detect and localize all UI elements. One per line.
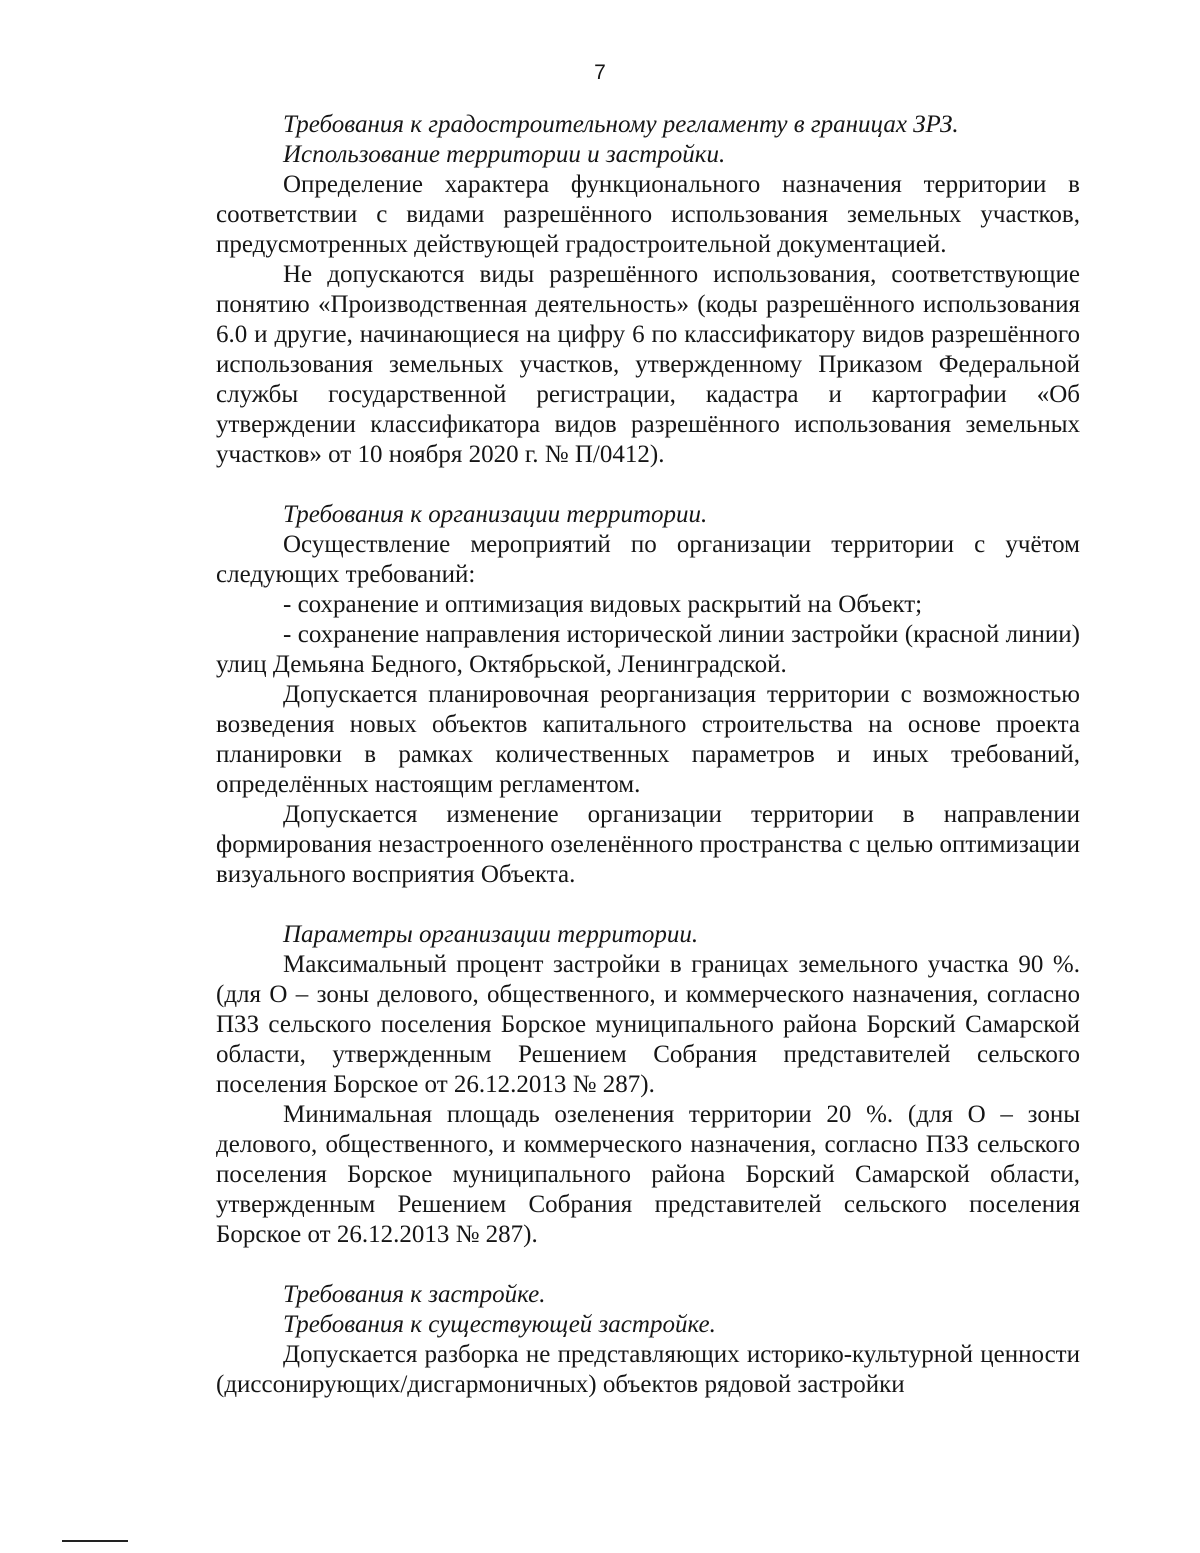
section-heading-land-use: Использование территории и застройки. [283, 141, 726, 168]
paragraph-function-definition: Определение характера функционального назначения территории в соответствии с видами разрешённого использования земельных участков, предусмотренных действующей градостроительной документацией. [216, 171, 1080, 258]
section-heading-territory-parameters: Параметры организации территории. [283, 921, 699, 948]
list-item-red-line-preservation: - сохранение направления исторической линии застройки (красной линии) улиц Демьяна Бедного, Октябрьской, Ленинградской. [216, 621, 1080, 678]
paragraph-demolition-allowed: Допускается разборка не представляющих историко-культурной ценности (диссонирующих/дисгармоничных) объектов рядовой застройки [216, 1341, 1080, 1398]
section-heading-territory-organization: Требования к организации территории. [283, 501, 708, 528]
paragraph-min-greening-area: Минимальная площадь озеленения территории 20 %. (для О – зоны делового, общественного, и коммерческого назначения, согласно ПЗЗ сельского поселения Борское муниципального района Борский Самарской области, утвержденным Решением Собрания представителей сельского поселения Борское от 26.12.2013 № 287). [216, 1101, 1080, 1248]
section-heading-regulation: Требования к градостроительному регламенту в границах ЗРЗ. [283, 111, 959, 138]
paragraph-organization-measures: Осуществление мероприятий по организации территории с учётом следующих требований: [216, 531, 1080, 588]
paragraph-max-building-percent: Максимальный процент застройки в границах земельного участка 90 %. (для О – зоны делового, общественного, и коммерческого назначения, согласно ПЗЗ сельского поселения Борское муниципального района Борский Самарской области, утвержденным Решением Собрания представителей сельского поселения Борское от 26.12.2013 № 287). [216, 951, 1080, 1098]
footer-divider [62, 1540, 128, 1542]
document-body [216, 110, 1080, 1400]
paragraph-planning-reorganization: Допускается планировочная реорганизация территории с возможностью возведения новых объектов капитального строительства на основе проекта планировки в рамках количественных параметров и иных требований, определённых настоящим регламентом. [216, 681, 1080, 798]
paragraph-green-space-change: Допускается изменение организации территории в направлении формирования незастроенного озеленённого пространства с целью оптимизации визуального восприятия Объекта. [216, 801, 1080, 888]
section-heading-existing-buildings: Требования к существующей застройке. [283, 1311, 716, 1338]
page-number: 7 [594, 61, 606, 84]
list-item-view-preservation: - сохранение и оптимизация видовых раскрытий на Объект; [283, 591, 923, 618]
section-heading-building-requirements: Требования к застройке. [283, 1281, 546, 1308]
paragraph-prohibited-uses: Не допускаются виды разрешённого использования, соответствующие понятию «Производственная деятельность» (коды разрешённого использования 6.0 и другие, начинающиеся на цифру 6 по классификатору видов разрешённого использования земельных участков, утвержденному Приказом Федеральной службы государственной регистрации, кадастра и картографии «Об утверждении классификатора видов разрешённого использования земельных участков» от 10 ноября 2020 г. № П/0412). [216, 261, 1080, 468]
